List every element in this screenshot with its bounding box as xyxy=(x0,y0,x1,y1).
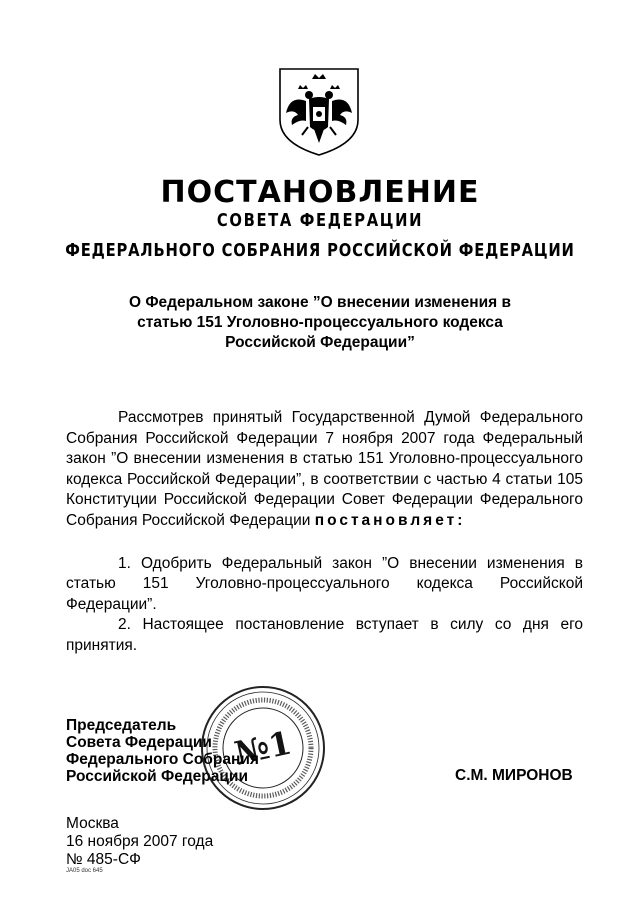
stamp-number: №1 xyxy=(231,723,295,773)
signatory-name: С.М. МИРОНОВ xyxy=(455,767,573,784)
document-footer xyxy=(66,815,213,869)
resolution-item-1: 1. Одобрить Федеральный закон ”О внесении изменения в статью 151 Уголовно-процессуального кодекса Российской Федерации”. xyxy=(66,554,583,613)
resolution-verb: постановляет: xyxy=(314,511,466,529)
document-title: ПОСТАНОВЛЕНИЕ xyxy=(160,175,480,210)
preamble-text: Рассмотрев принятый Государственной Думой Федерального Собрания Российской Федерации 7 ноября 2007 года Федеральный закон ”О внесении изменения в статью 151 Уголовно-процессуального кодекса Российской Федерации”, в соответствии с частью 4 статьи 105 Конституции Российской Федерации Совет Федерации Федерального Собрания Российской Федерации xyxy=(66,409,583,529)
document-number: № 485-СФ xyxy=(66,851,141,868)
preamble-paragraph xyxy=(66,408,583,532)
coat-of-arms-emblem xyxy=(276,65,362,157)
document-body xyxy=(66,408,583,657)
issuer-line: СОВЕТА ФЕДЕРАЦИИ xyxy=(216,210,424,231)
document-subject xyxy=(110,293,530,353)
signatory-line: Федерального Собрания xyxy=(66,751,259,768)
doc-code: JA05 doc 645 xyxy=(66,868,103,874)
subject-line: статью 151 Уголовно-процессуального кодекса xyxy=(137,314,503,331)
issuer-full-name: ФЕДЕРАЛЬНОГО СОБРАНИЯ РОССИЙСКОЙ ФЕДЕРАЦИИ xyxy=(65,240,575,261)
signatory-line: Председатель xyxy=(66,717,177,734)
official-stamp xyxy=(198,683,328,813)
subject-line: О Федеральном законе ”О внесении изменения в xyxy=(128,294,512,311)
subject-line: Российской Федерации” xyxy=(225,334,415,351)
signatory-line: Совета Федерации xyxy=(66,734,212,751)
place-of-issue: Москва xyxy=(66,815,119,832)
signatory-line: Российской Федерации xyxy=(66,768,248,785)
resolution-item-2: 2. Настоящее постановление вступает в силу со дня его принятия. xyxy=(66,616,583,654)
date-of-issue: 16 ноября 2007 года xyxy=(66,833,214,850)
